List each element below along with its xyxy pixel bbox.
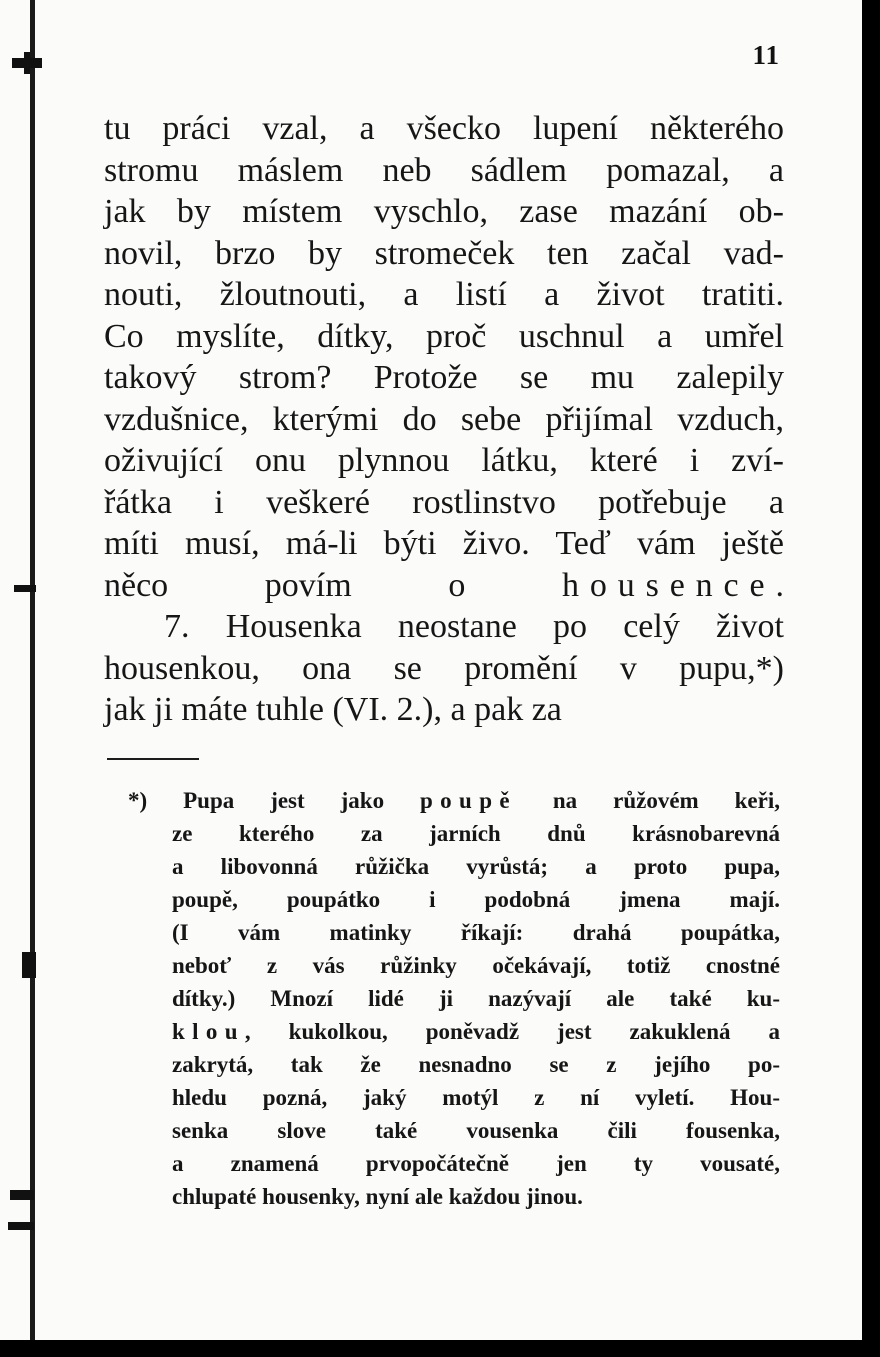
text-line: nouti, žloutnouti, a listí a život tratiti.	[104, 276, 784, 313]
footnote-line: poupě, poupátko i podobná jmena mají.	[172, 887, 780, 912]
text-line: jak ji máte tuhle (VI. 2.), a pak za	[104, 691, 562, 728]
text-line: tu práci vzal, a všecko lupení některého	[104, 110, 784, 147]
emphasized-word: klou	[172, 1019, 245, 1044]
text-line: vzdušnice, kterými do sebe přijímal vzduch,	[104, 400, 784, 438]
binding-mark	[22, 952, 36, 978]
line-segment: *) Pupa jest jako	[128, 788, 421, 813]
text-line: oživující onu plynnou látku, které i zví-	[104, 442, 784, 479]
line-segment: něco povím o	[104, 566, 562, 604]
binding-mark	[14, 585, 36, 592]
emphasized-word: housence	[561, 566, 776, 604]
binding-edge	[30, 0, 35, 1340]
page-number: 11	[752, 40, 780, 70]
text-line: míti musí, má-li býti živo. Teď vám ještě	[104, 525, 784, 562]
text-line: housenkou, ona se promění v pupu,*)	[104, 649, 784, 687]
text-line	[104, 565, 784, 607]
binding-mark	[10, 1190, 34, 1200]
line-segment: .	[775, 566, 784, 604]
footnote-line: (I vám matinky říkají: drahá poupátka,	[172, 920, 780, 945]
text-line: novil, brzo by stromeček ten začal vad-	[104, 234, 784, 272]
text-line: Co myslíte, dítky, proč uschnul a umřel	[104, 317, 784, 355]
footnote-line: dítky.) Mnozí lidé ji nazývají ale také ku-	[172, 986, 780, 1011]
text-line: řátka i veškeré rostlinstvo potřebuje a	[104, 483, 784, 521]
binding-mark	[8, 1222, 34, 1230]
footnote-block	[128, 784, 780, 1213]
footnote-line: a libovonná růžička vyrůstá; a proto pupa,	[172, 854, 780, 879]
footnote-line	[128, 784, 780, 817]
main-text-block	[104, 108, 784, 731]
footnote-divider	[107, 758, 199, 760]
emphasized-word: poupě	[420, 788, 517, 813]
text-line: takový strom? Protože se mu zalepily	[104, 359, 784, 396]
footnote-line: hledu pozná, jaký motýl z ní vyletí. Hou-	[172, 1085, 780, 1110]
text-line: jak by místem vyschlo, zase mazání ob-	[104, 193, 784, 230]
text-line: stromu máslem neb sádlem pomazal, a	[104, 151, 784, 189]
binding-mark	[24, 52, 30, 74]
footnote-line: chlupaté housenky, nyní ale každou jinou.	[172, 1184, 583, 1209]
text-line: 7. Housenka neostane po celý život	[164, 608, 784, 645]
footnote-line: neboť z vás růžinky očekávají, totiž cnostné	[172, 953, 780, 978]
line-segment: na růžovém keři,	[516, 788, 780, 813]
footnote-line: a znamená prvopočátečně jen ty vousaté,	[172, 1151, 780, 1176]
line-segment: , kukolkou, poněvadž jest zakuklená a	[244, 1019, 780, 1044]
footnote-line: zakrytá, tak že nesnadno se z jejího po-	[172, 1052, 780, 1077]
footnote-line: ze kterého za jarních dnů krásnobarevná	[172, 821, 780, 846]
footnote-line: senka slove také vousenka čili fousenka,	[172, 1118, 780, 1143]
footnote-line	[128, 1015, 780, 1048]
